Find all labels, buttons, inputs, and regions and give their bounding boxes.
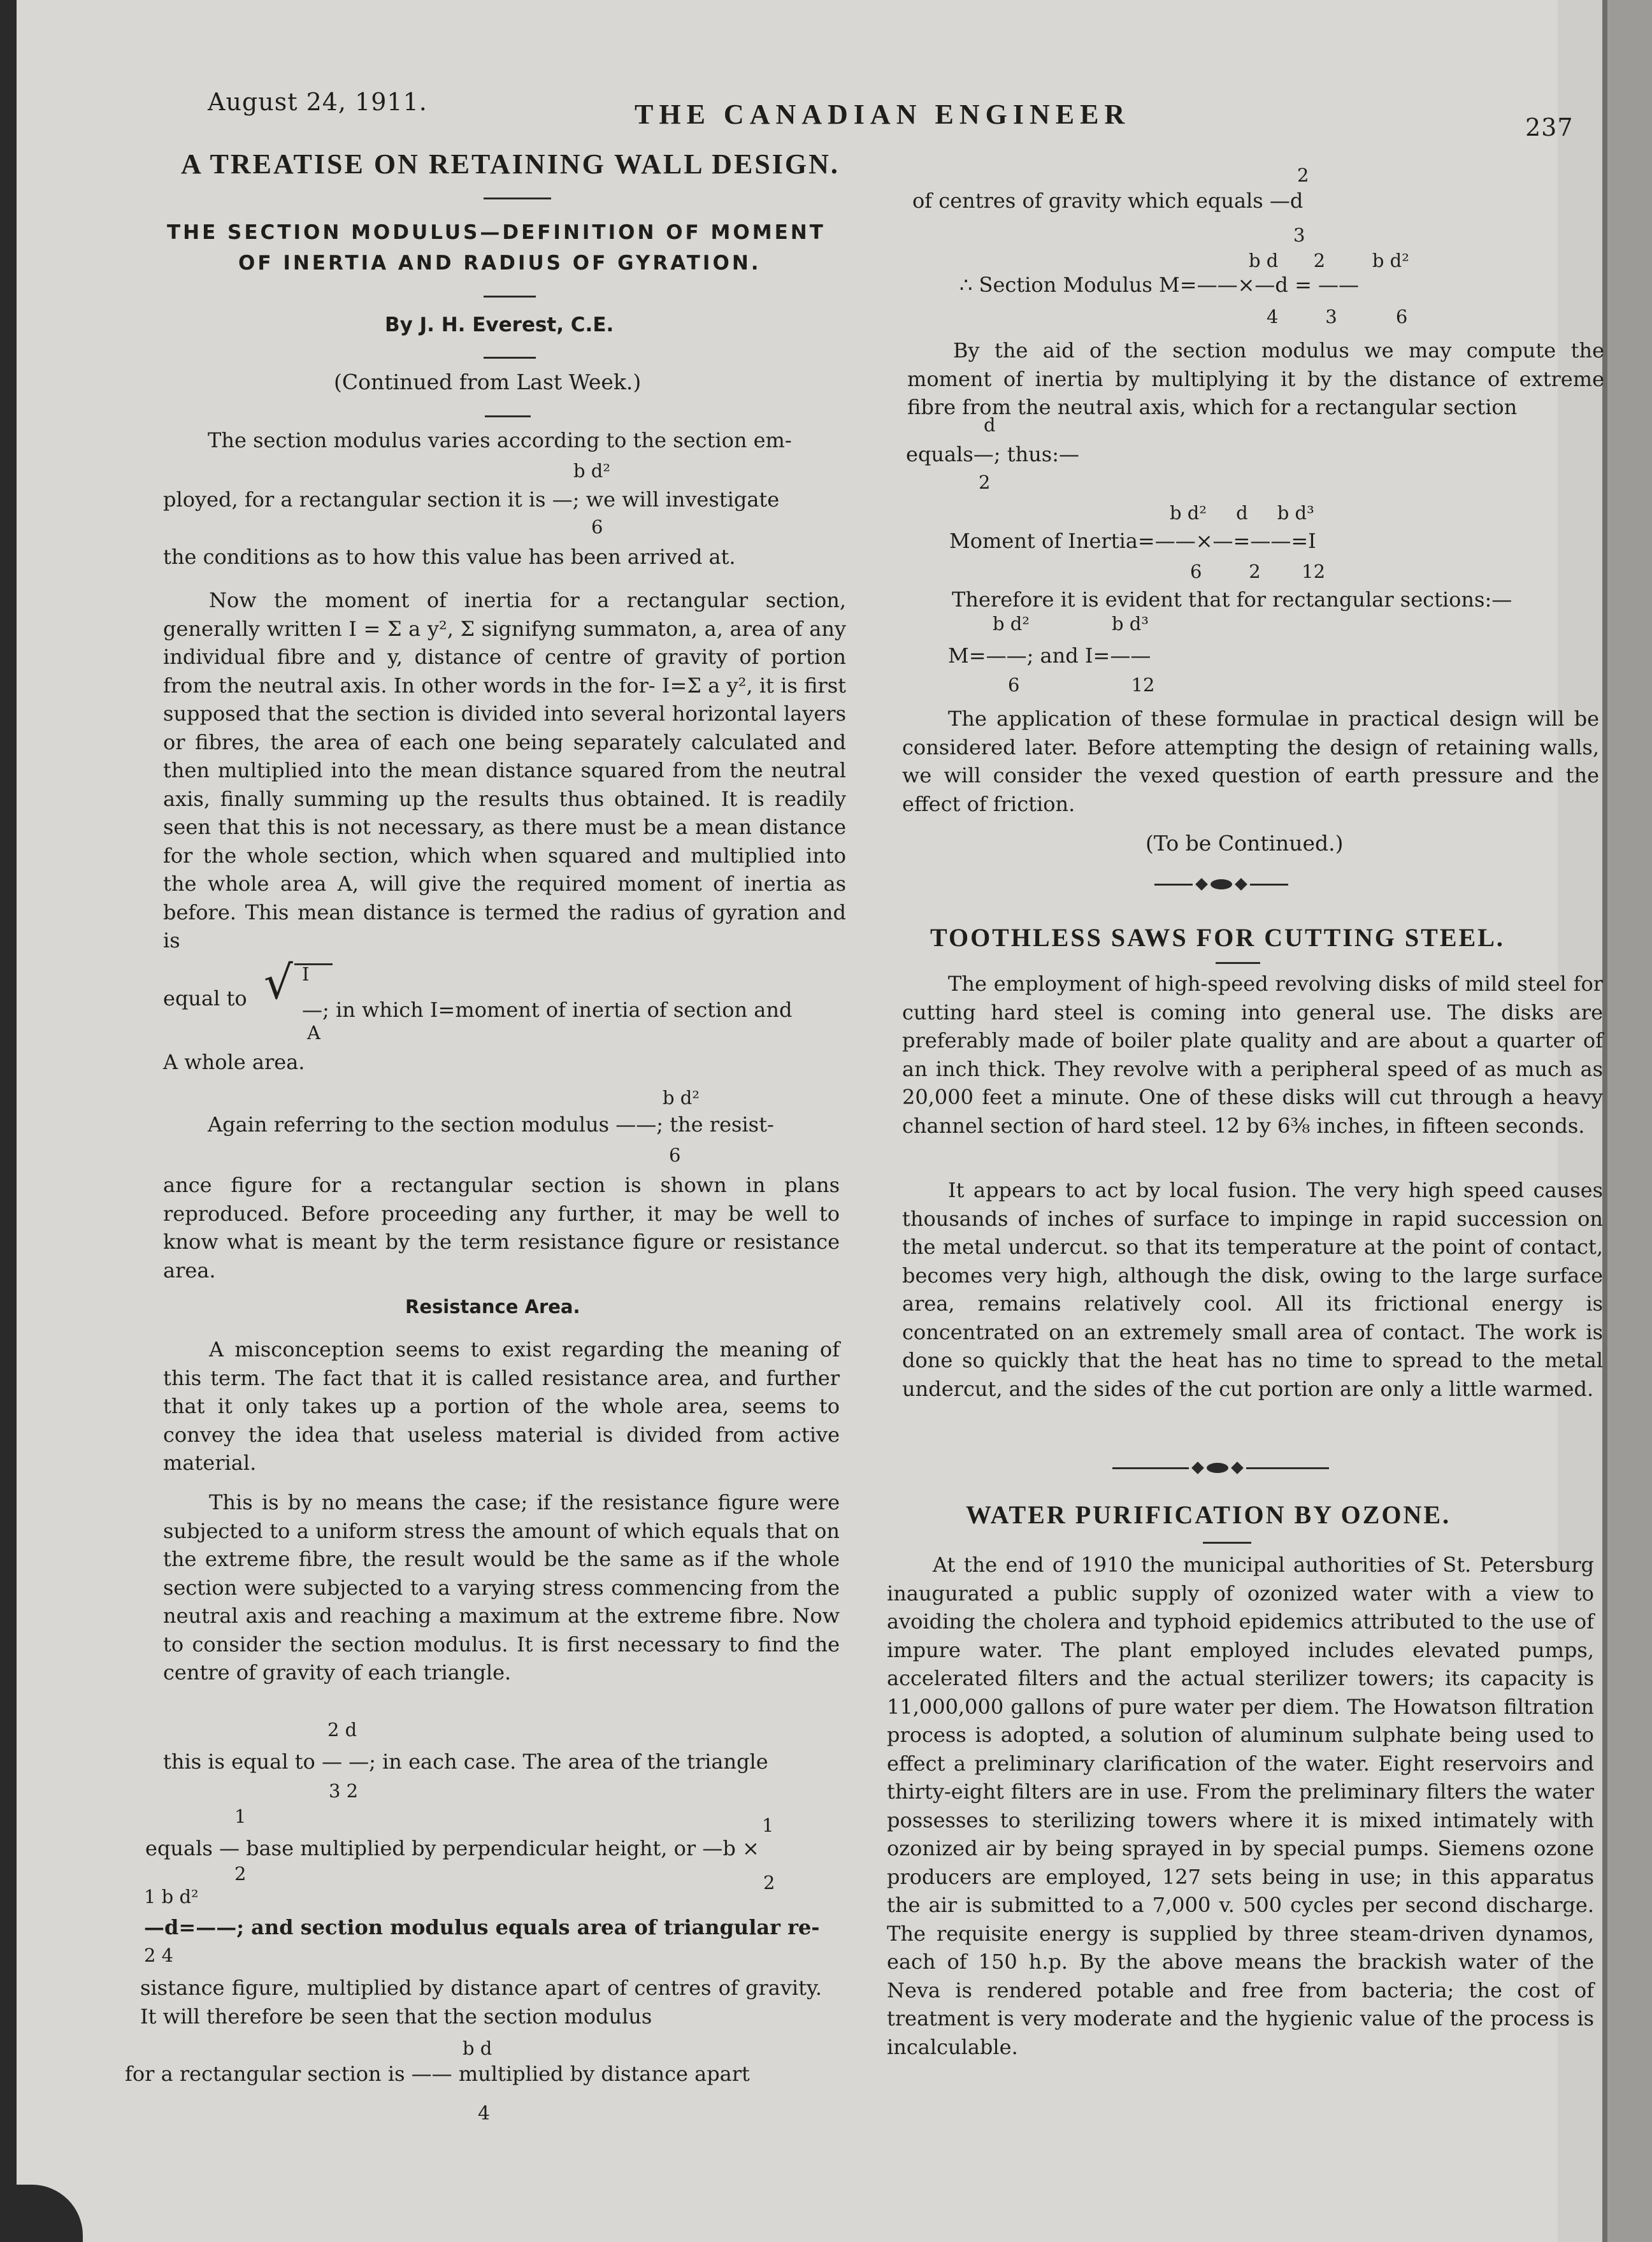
fraction-denominator: 6 (669, 1144, 681, 1166)
paragraph: By the aid of the section modulus we may compute the moment of inertia by multiplying it by the distance of extreme fibre from the neutral axis, which for a rectangular section (907, 338, 1604, 419)
byline-rule (484, 357, 536, 359)
subtitle-rule (484, 296, 536, 298)
fraction-numerator: 2 (1297, 164, 1309, 186)
paragraph-line: of centres of gravity which equals —d (912, 189, 1304, 213)
fraction-numerator: 1 (762, 1814, 774, 1836)
fraction-denominator: 4 3 6 (1267, 306, 1408, 327)
fraction-denominator: 2 (763, 1872, 775, 1893)
article-title: A TREATISE ON RETAINING WALL DESIGN. (181, 148, 840, 180)
adjacent-page-edge (1607, 0, 1652, 2242)
ornamental-divider (1154, 879, 1288, 889)
paragraph: ance figure for a rectangular section is shown in plans reproduced. Before proceeding any further, it may be well to know what is meant by the term resistance figure or resistance area. (163, 1173, 840, 1283)
fraction-denominator: 2 (234, 1863, 247, 1885)
fraction-numerator: I (302, 963, 310, 985)
fraction-numerator: b d² (573, 460, 610, 482)
fraction-numerator: b d² (663, 1087, 700, 1109)
fraction-numerator: b d² b d³ (993, 613, 1149, 635)
author-byline: By J. H. Everest, C.E. (385, 313, 614, 336)
fraction-denominator: 2 4 (144, 1944, 174, 1966)
fraction-denominator: 3 2 (329, 1780, 359, 1802)
paragraph-line: —d=——; and section modulus equals area of triangular re- (144, 1915, 820, 1939)
paragraph: At the end of 1910 the municipal authorities of St. Petersburg inaugurated a public supply of ozonized water with a view to avoiding the cholera and typhoid epidemics attributed to the use of impure water. The plant employed includes elevated pumps, accelerated filters and the actual sterilizer towers; its capacity is 11,000,000 gallons of pure water per diem. The Howatson filtration process is adopted, a solution of aluminum sulphate being used to effect a preliminary clarification of the water. Eight reservoirs and thirty-eight filters are in use. From the preliminary filters the water possesses to sterilizing towers where it is mixed intimately with ozonized air by being sprayed in by special pumps. Siemens ozone producers are employed, 127 sets being in use; in this apparatus the air is submitted to a 7,000 v. 500 cycles per second discharge. The requisite energy is supplied by three steam-driven dynamos, each of 150 h.p. By the above means the brackish water of the Neva is rendered potable and free from bacteria; the cost of treatment is very moderate and the hygienic value of the process is incalculable. (887, 1553, 1594, 2059)
fraction-denominator: 3 (1293, 224, 1305, 246)
article-title: WATER PURIFICATION BY OZONE. (966, 1500, 1451, 1529)
fraction-denominator: 6 2 12 (1190, 561, 1326, 582)
paragraph: It appears to act by local fusion. The very high speed causes thousands of inches of surface to impinge in rapid succession on the metal undercut. so that its temperature at the point of contact, becomes very high, although the disk, owing to the large surface area, remains relatively cool. All its frictional energy is concentrated on an extremely small area of contact. The work is done so quickly that the heat has no time to spread to the metal undercut, and the sides of the cut portion are only a little warmed. (902, 1178, 1603, 1401)
title-rule (484, 198, 551, 199)
fraction-numerator: b d² d b d³ (1170, 502, 1314, 524)
article-subtitle-line2: OF INERTIA AND RADIUS OF GYRATION. (238, 252, 761, 275)
paragraph-line: Again referring to the section modulus ——; the resist- (208, 1112, 774, 1137)
paragraph: Now the moment of inertia for a rectangular section, generally written I = Σ a y², Σ signifyng summaton, a, area of any individual fibre and y, distance of centre of gravity of portion from the neutral axis. In other words in the for- I=Σ a y², it is first supposed that the section is divided into several horizontal layers or fibres, the area of each one being separately calculated and then multiplied into the mean distance squared from the neutral axis, finally summing up the results thus obtained. It is readily seen that this is not necessary, as there must be a mean distance for the whole section, which when squared and multiplied into the whole area A, will give the required moment of inertia as before. This mean distance is termed the radius of gyration and is (163, 588, 846, 952)
paragraph-line: equals—; thus:— (906, 442, 1079, 466)
fraction-numerator: 2 d (327, 1719, 357, 1741)
paragraph-line: the conditions as to how this value has been arrived at. (163, 545, 736, 569)
ornamental-divider (1112, 1463, 1329, 1473)
paragraph: The application of these formulae in practical design will be considered later. Before attempting the design of retaining walls, we will consider the vexed question of earth pressure and the effect of friction. (902, 707, 1599, 816)
fraction-numerator: b d (463, 2037, 492, 2059)
paragraph-line: Moment of Inertia=——×—=——=I (949, 529, 1316, 553)
paragraph-line: —; in which I=moment of inertia of section and (302, 998, 793, 1022)
paragraph: The employment of high-speed revolving disks of mild steel for cutting hard steel is coming into general use. The disks are preferably made of boiler plate quality and are about a quarter of an inch thick. They revolve with a peripheral speed of as much as 20,000 feet a minute. One of these disks will cut through a heavy channel section of hard steel. 12 by 6⅜ inches, in fifteen seconds. (902, 972, 1603, 1138)
magazine-page (17, 0, 1604, 2242)
binding-shadow (0, 0, 17, 2242)
paragraph-line: this is equal to — —; in each case. The area of the triangle (163, 1750, 768, 1774)
paragraph-line: A whole area. (163, 1050, 305, 1074)
fraction-denominator: 6 12 (1008, 674, 1155, 696)
title-rule (1216, 962, 1260, 964)
issue-date: August 24, 1911. (208, 88, 427, 116)
page-number: 237 (1525, 113, 1574, 141)
continued-rule (485, 415, 531, 417)
folio-number: 4 (478, 2102, 491, 2125)
square-root-sign: √ (264, 956, 293, 1009)
to-be-continued-note: (To be Continued.) (1146, 831, 1344, 856)
paragraph-line: ployed, for a rectangular section it is —; we will investigate (163, 487, 780, 512)
paragraph-line: M=——; and I=—— (948, 643, 1151, 668)
radical-overbar (294, 963, 333, 965)
fraction-numerator: 1 (234, 1806, 247, 1827)
fraction-numerator: d (984, 414, 996, 436)
title-rule (1203, 1542, 1251, 1544)
paragraph: A misconception seems to exist regarding the meaning of this term. The fact that it is called resistance area, and further that it only takes up a portion of the whole area, seems to convey the idea that useless material is divided from active material. (163, 1337, 840, 1475)
fraction-numerator: 1 b d² (144, 1886, 199, 1908)
paragraph: This is by no means the case; if the resistance figure were subjected to a uniform stress the amount of which equals that on the extreme fibre, the result would be the same as if the whole section were subjected to a varying stress commencing from the neutral axis and reaching a maximum at the extreme fibre. Now to consider the section modulus. It is first necessary to find the centre of gravity of each triangle. (163, 1490, 840, 1685)
paragraph-line: The section modulus varies according to the section em- (208, 428, 792, 452)
paragraph-line: equals — base multiplied by perpendicular height, or —b × (145, 1836, 759, 1860)
paragraph-line: Therefore it is evident that for rectangular sections:— (952, 587, 1512, 612)
paragraph-line: equal to (163, 986, 247, 1010)
fraction-denominator: A (307, 1022, 320, 1044)
paragraph-line: ∴ Section Modulus M=——×—d = —— (959, 273, 1360, 297)
article-subtitle-line1: THE SECTION MODULUS—DEFINITION OF MOMENT (167, 221, 826, 244)
fraction-denominator: 2 (979, 471, 991, 493)
section-heading: Resistance Area. (405, 1296, 580, 1318)
article-title: TOOTHLESS SAWS FOR CUTTING STEEL. (930, 923, 1505, 952)
fraction-numerator: b d 2 b d² (1249, 250, 1409, 271)
journal-title: THE CANADIAN ENGINEER (635, 99, 1131, 130)
paragraph: sistance figure, multiplied by distance apart of centres of gravity. It will therefore be seen that the section modulus (140, 1976, 822, 2029)
continued-note: (Continued from Last Week.) (334, 370, 642, 394)
fraction-denominator: 6 (591, 516, 603, 538)
paragraph-line: for a rectangular section is —— multiplied by distance apart (125, 2062, 750, 2086)
